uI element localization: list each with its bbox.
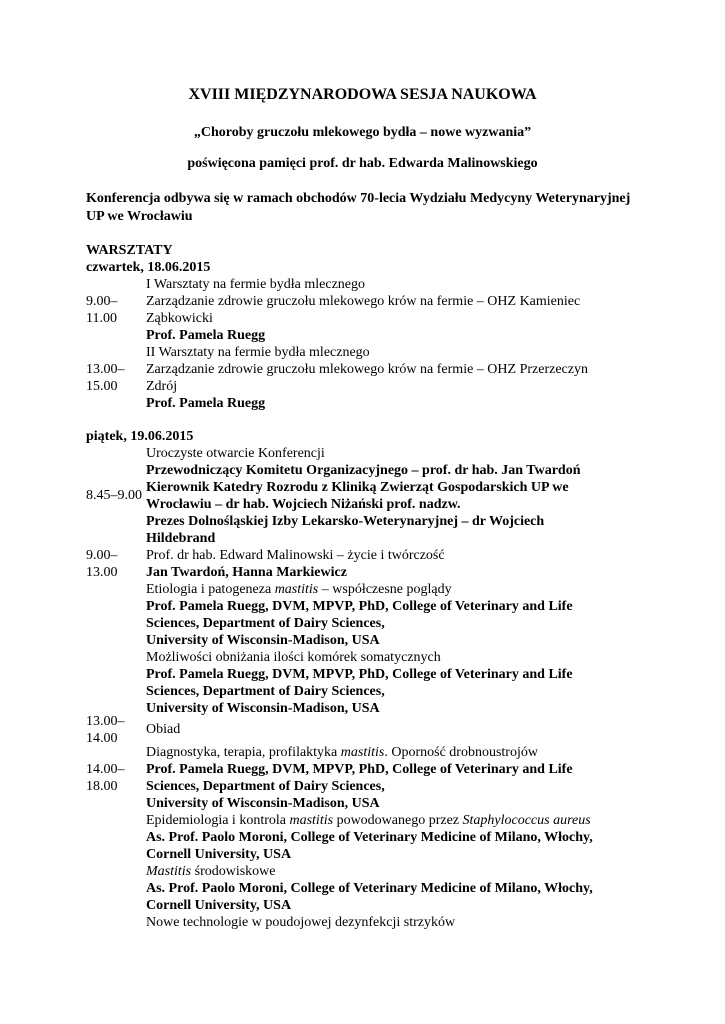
opening-speaker-line: Hildebrand [146,531,216,546]
talk-speaker: Cornell University, USA [146,898,292,913]
workshop-1-body [146,276,646,344]
workshop-topic-line: Zarządzanie zdrowie gruczołu mlekowego krów na fermie – OHZ Kamieniec [146,294,581,309]
talk-title-part: Etiologia i patogeneza [146,582,275,597]
talk-title-part: Diagnostyka, terapia, profilaktyka [146,745,341,760]
time-end: 14.00 [86,731,118,746]
talk-title-part: środowiskowe [191,864,276,879]
talk-speaker: Prof. Pamela Ruegg, DVM, MPVP, PhD, College of Veterinary and Life [146,762,573,777]
opening-body [146,445,646,547]
workshop-label: I Warsztaty na fermie bydła mlecznego [146,277,366,292]
conference-dedication: poświęcona pamięci prof. dr hab. Edwarda Malinowskiego [187,156,538,171]
talk-speaker: Sciences, Department of Dairy Sciences, [146,779,385,794]
talk-title-italic: Mastitis [146,864,192,879]
talk-speaker: Sciences, Department of Dairy Sciences, [146,616,385,631]
time-end: 15.00 [86,379,118,394]
talk-speaker: Prof. Pamela Ruegg, DVM, MPVP, PhD, College of Veterinary and Life [146,599,573,614]
time-end: 13.00 [86,565,118,580]
workshop-1-time [86,293,146,327]
talk-speaker: University of Wisconsin-Madison, USA [146,701,380,716]
workshop-topic-line: Ząbkowicki [146,311,213,326]
talk-speaker: Cornell University, USA [146,847,292,862]
talk-speaker: Prof. Pamela Ruegg, DVM, MPVP, PhD, College of Veterinary and Life [146,667,573,682]
time-start: 13.00– [86,362,125,377]
time-start: 9.00– [86,548,118,563]
session-1-time [86,547,146,581]
talk-title-italic: mastitis [340,745,385,760]
opening-speaker-line: Wrocławiu – dr hab. Wojciech Niżański prof. nadzw. [146,497,461,512]
opening-speaker-line: Kierownik Katedry Rozrodu z Kliniką Zwierząt Gospodarskich UP we [146,480,569,495]
talk-title-part: – współczesne poglądy [318,582,452,597]
talk-speaker: Sciences, Department of Dairy Sciences, [146,684,385,699]
lunch-time [86,713,146,747]
workshop-topic-line: Zdrój [146,379,178,394]
workshop-2-time [86,361,146,395]
talk-title [146,744,646,761]
session-2-time [86,761,146,795]
time-end: 11.00 [86,311,117,326]
talk-title: Możliwości obniżania ilości komórek somatycznych [146,650,441,665]
talk-title-italic: Staphylococcus aureus [462,813,591,828]
talk-title [146,863,646,880]
workshop-2-body [146,344,646,412]
time-start: 13.00– [86,714,125,729]
talk-title: Prof. dr hab. Edward Malinowski – życie i twórczość [146,548,445,563]
time-start: 9.00– [86,294,118,309]
talk-title-italic: mastitis [289,813,334,828]
lunch-label: Obiad [146,722,181,737]
workshops-heading: WARSZTATY [86,243,173,258]
talk-title-italic: mastitis [274,582,319,597]
talk-title-part: powodowanego przez [333,813,463,828]
talk-speaker: Jan Twardoń, Hanna Markiewicz [146,565,347,580]
workshops-day: czwartek, 18.06.2015 [86,260,211,275]
talk-speaker: As. Prof. Paolo Moroni, College of Veterinary Medicine of Milano, Włochy, [146,830,593,845]
talk-speaker: University of Wisconsin-Madison, USA [146,633,380,648]
conference-title: XVIII MIĘDZYNARODOWA SESJA NAUKOWA [188,86,537,103]
talk-title [146,812,646,829]
talk-speaker: As. Prof. Paolo Moroni, College of Veterinary Medicine of Milano, Włochy, [146,881,593,896]
conference-subtitle: „Choroby gruczołu mlekowego bydła – nowe wyzwania” [193,125,532,140]
session-2-body [146,744,646,931]
workshop-topic-line: Zarządzanie zdrowie gruczołu mlekowego krów na fermie – OHZ Przerzeczyn [146,362,588,377]
talk-title-part: Epidemiologia i kontrola [146,813,290,828]
opening-speaker-line: Prezes Dolnośląskiej Izby Lekarsko-Weterynaryjnej – dr Wojciech [146,514,545,529]
talk-title: Nowe technologie w poudojowej dezynfekcji strzyków [146,915,456,930]
friday-day: piątek, 19.06.2015 [86,429,194,444]
talk-speaker: University of Wisconsin-Madison, USA [146,796,380,811]
opening-time: 8.45–9.00 [86,488,142,503]
conference-intro: Konferencja odbywa się w ramach obchodów 70-lecia Wydziału Medycyny Weterynaryjnej UP we Wrocławiu [86,191,631,224]
opening-label: Uroczyste otwarcie Konferencji [146,446,325,461]
workshop-speaker: Prof. Pamela Ruegg [146,328,266,343]
time-end: 18.00 [86,779,118,794]
opening-speaker-line: Przewodniczący Komitetu Organizacyjnego – prof. dr hab. Jan Twardoń [146,463,581,478]
time-start: 14.00– [86,762,125,777]
talk-title [146,581,646,598]
talk-title-part: . Oporność drobnoustrojów [384,745,538,760]
workshop-speaker: Prof. Pamela Ruegg [146,396,266,411]
session-1-body [146,547,646,717]
workshop-label: II Warsztaty na fermie bydła mlecznego [146,345,370,360]
